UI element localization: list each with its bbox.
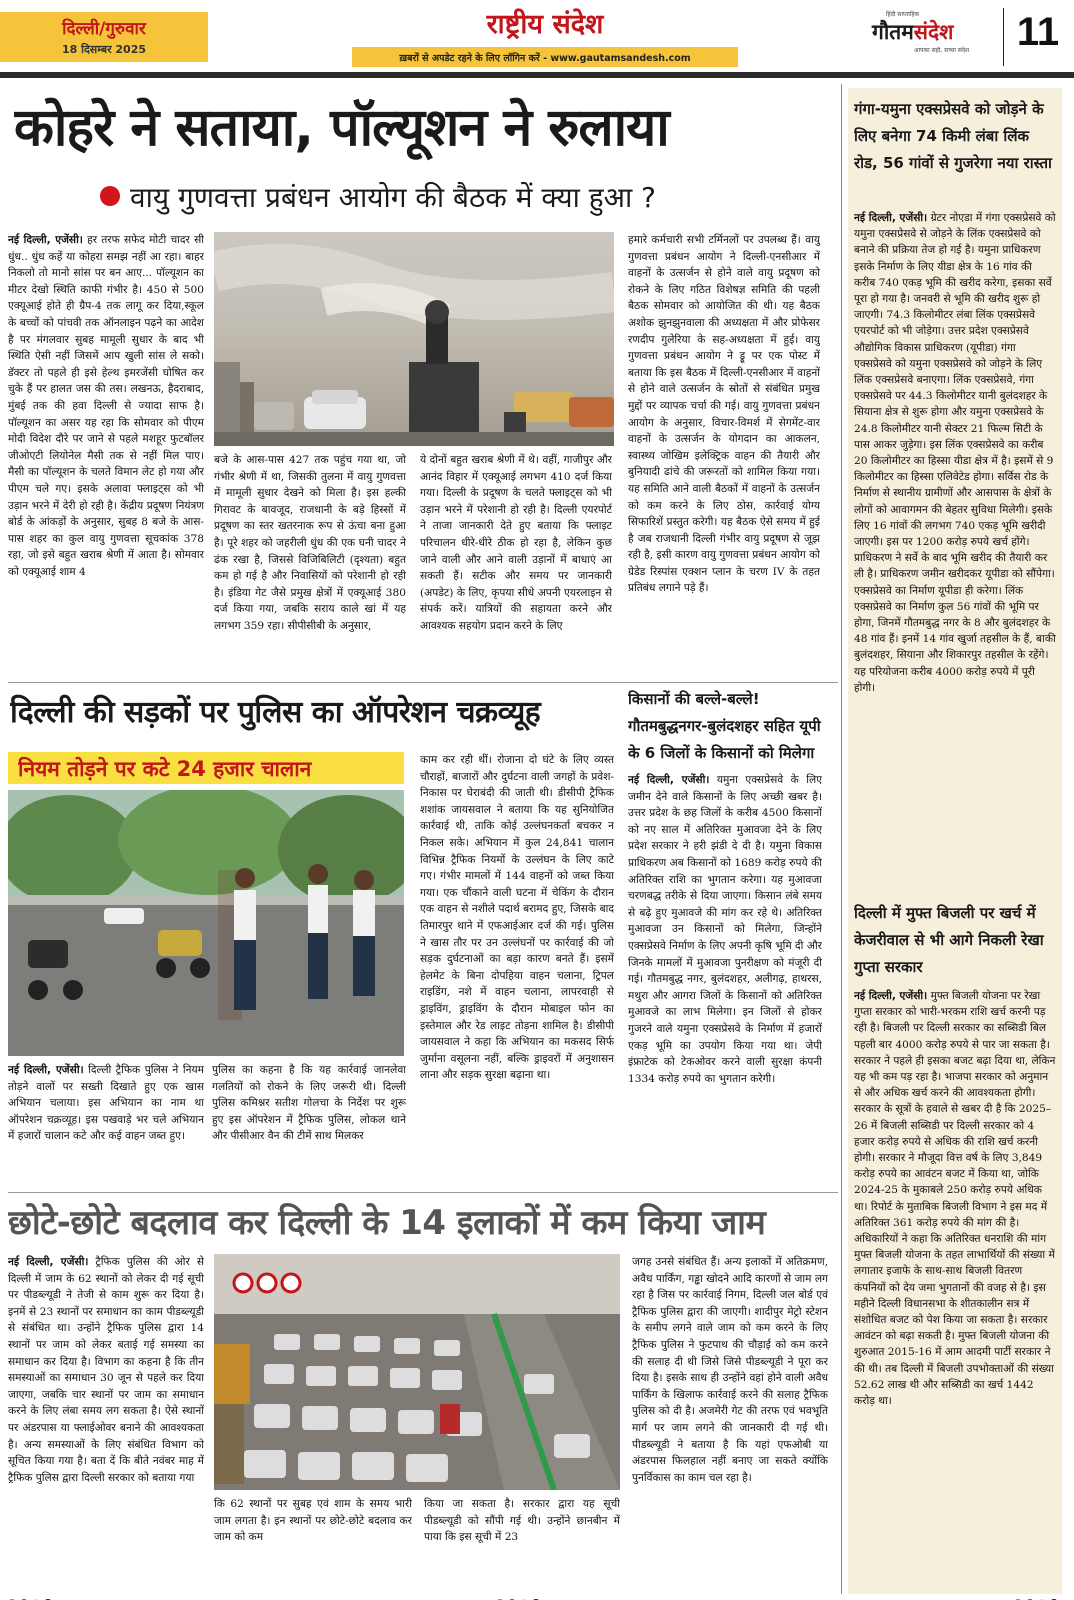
story1-col2-text: बजे के आस-पास 427 तक पहुंच गया था, जो गंभीर श्रेणी में था, जिसकी तुलना में वायु गुणवत्ता में मामूली सुधार देखने को मिला है। इस हल्की गिरावट के बावजूद, राजधानी के बड़े हिस्सों में प्रदूषण का स्तर खतरनाक रूप से ऊंचा बना हुआ है। पूरे शहर को जहरीली धुंध की एक घनी चादर ने ढंक रखा है, जिससे विजिबिलिटी (दृश्यता) बहुत कम हो गई है और निवासियों को परेशानी हो रही है। इंडिया गेट जैसे प्रमुख क्षेत्रों में एक्यूआई 380 दर्ज किया गया, जबकि सराय काले खां में यह लगभग 359 रहा। सीपीसीबी के अनुसार, — [214, 454, 406, 632]
story4-col3-text: किया जा सकता है। सरकार द्वारा यह सूची पीडब्ल्यूडी को सौंपी गई थी। उन्होंने छानबीन में पाया कि इस सूची में 23 — [424, 1498, 620, 1544]
column-rule — [841, 84, 842, 1594]
story2-col3 — [420, 752, 614, 1188]
fog-scene-illustration — [214, 232, 614, 446]
section-title: राष्ट्रीय संदेश — [486, 9, 604, 40]
story2-photo-traffic-police — [8, 790, 404, 1056]
story4-col2 — [214, 1496, 412, 1590]
section-rule — [8, 682, 838, 683]
story3-headline: किसानों की बल्ले-बल्ले! गौतमबुद्धनगर-बुलंदशहर सहित यूपी के 6 जिलों के किसानों को मिलेगा — [628, 690, 821, 762]
story4-col4-text: जगह उनसे संबंधित हैं। अन्य इलाकों में अतिक्रमण, अवैध पार्किंग, गड्ढा खोदने आदि कारणों से जाम लग रहा है जिस पर कार्रवाई निगम, दिल्ली जल बोर्ड एवं ट्रैफिक पुलिस द्वारा की जाएगी। शादीपुर मेट्रो स्टेशन के समीप लगने वाले जाम को कम करने के लिए ट्रैफिक पुलिस ने फुटपाथ की चौड़ाई को कम करने की सलाह दी थी जिसे जिसे पीडब्ल्यूडी ने पूरा कर दिया है। इसके साथ ही उन्होंने वहां होने वाली अवैध पार्किंग के खिलाफ कार्रवाई करने की सलाह ट्रैफिक पुलिस को दी है। अजमेरी गेट की तरफ एवं भवभूति मार्ग पर जाम लगने की जानकारी दी गई थी। पीडब्ल्यूडी ने बताया है कि यहां एफओबी या अंडरपास फिलहाल नहीं बनाए जा सकते क्योंकि पुनर्विकास का काम चल रहा है। — [632, 1256, 828, 1484]
story1-col3 — [420, 452, 612, 678]
story3-byline: नई दिल्ली, एजेंसी। — [628, 774, 710, 786]
sidebar1-body — [854, 210, 1056, 890]
traffic-jam-illustration — [214, 1254, 620, 1490]
sidebar2-body-text: मुफ्त बिजली योजना पर रेखा गुप्ता सरकार को भारी-भरकम राशि खर्च करनी पड़ रही है। बिजली पर दिल्ली सरकार का सब्सिडी बिल पहली बार 4000 करोड़ रुपये से पार जा सकता है। सरकार ने पहले ही इसका बजट बढ़ा दिया था, लेकिन यह भी कम पड़ रहा है। भाजपा सरकार को अनुमान से और अधिक खर्च करने की आवश्यकता होगी। सरकार के सूत्रों के हवाले से खबर दी है कि 2025–26 में बिजली सब्सिडी पर दिल्ली सरकार को 4 हजार करोड़ रुपये से अधिक की राशि खर्च करनी होगी। सरकार ने मौजूदा वित्त वर्ष के लिए 3,849 करोड़ रुपये का आवंटन बजट में किया था, जोकि 2024-25 के मुकाबले 250 करोड़ रुपये अधिक था। रिपोर्ट के मुताबिक बिजली विभाग ने इस मद में अतिरिक्त 361 करोड़ रुपये की मांग की है। अधिकारियों ने कहा कि अतिरिक्त धनराशि की मांग मुफ्त बिजली योजना के तहत लाभार्थियों की संख्या में लगातार इजाफे के साथ-साथ बिजली वितरण कंपनियों को देय जमा भुगतानों की वजह से है। इस महीने दिल्ली विधानसभा के शीतकालीन सत्र में संशोधित बजट को पेश किया जा सकता है। सरकार आवंटन को बढ़ा सकती है। मुफ्त बिजली योजना की शुरुआत 2015-16 में आम आदमी पार्टी सरकार ने की थी। तब दिल्ली में बिजली उपभोक्ताओं की संख्या 52.62 लाख थी और सब्सिडी का खर्च 1442 करोड़ था। — [854, 990, 1056, 1408]
story4-col1-text: ट्रैफिक पुलिस की ओर से दिल्ली में जाम के 62 स्थानों को लेकर दी गई सूची पर पीडब्ल्यूडी ने तेजी से काम शुरू कर दिया है। इनमें से 23 स्थानों पर समाधान का काम पीडब्ल्यूडी से संबंधित था। उन्होंने ट्रैफिक पुलिस द्वारा 14 स्थानों पर जाम को लेकर बताई गई समस्या का समाधान कर दिया है। विभाग का कहना है कि तीन समस्याओं का समाधान 30 जून से पहले कर दिया जाएगा, जबकि चार स्थानों पर जाम का समाधान करने के लिए लंबा समय लग सकता है। ऐसे स्थानों पर अंडरपास या फ्लाईओवर बनाने की आवश्यकता है। अन्य समस्याओं के लिए संबंधित विभाग को सूचित किया गया है। बता दें कि बीते नवंबर माह में ट्रैफिक पुलिस द्वारा दिल्ली सरकार को बताया गया — [8, 1256, 204, 1484]
date-text: 18 दिसम्बर 2025 — [61, 43, 147, 56]
story3-body-text: यमुना एक्सप्रेसवे के लिए जमीन देने वाले किसानों के लिए अच्छी खबर है। उत्तर प्रदेश के छह जिलों के करीब 4500 किसानों को नए साल में अतिरिक्त मुआवजा देने के लिए प्रदेश सरकार ने हरी झंडी दे दी है। यमुना विकास प्राधिकरण अब किसानों को 1689 करोड़ रुपये की अतिरिक्त राशि का भुगतान करेगा। यह मुआवजा चरणबद्ध तरीके से दिया जाएगा। किसान लंबे समय से बढ़े हुए मुआवजे की मांग कर रहे थे। अतिरिक्त मुआवजा उन किसानों को मिलेगा, जिन्होंने एक्सप्रेसवे निर्माण के लिए अपनी कृषि भूमि दी और जिनके मामलों में मुआवजा पुनरीक्षण को मंजूरी दी गई। गौतमबुद्ध नगर, बुलंदशहर, अलीगढ़, हाथरस, मथुरा और आगरा जिलों के किसानों को अतिरिक्त मुआवजे का लाभ मिलेगा। इन जिलों से होकर गुजरने वाले यमुना एक्सप्रेसवे के निर्माण में हजारों एकड़ भूमि का उपयोग किया गया था। जेपी इंफ्राटेक को टेकओवर करने वाली सुरक्षा कंपनी 1334 करोड़ रुपये का भुगतान करेगी। — [628, 774, 822, 1085]
story1-headline: कोहरे ने सताया, पॉल्यूशन ने रुलाया — [14, 98, 669, 158]
print-color-marks — [0, 1592, 1074, 1600]
logo-small-top: हिंदी साप्ताहिक — [886, 11, 920, 18]
story4-photo-traffic-jam — [214, 1254, 620, 1490]
story2-headline: दिल्ली की सड़कों पर पुलिस का ऑपरेशन चक्रव्यूह — [10, 695, 541, 730]
logo-part1: गौतम — [872, 20, 914, 44]
story1-col4-text: हमारे कर्मचारी सभी टर्मिनलों पर उपलब्ध हैं। वायु गुणवत्ता प्रबंधन आयोग ने दिल्ली-एनसीआर में वाहनों के उत्सर्जन से होने वाले वायु प्रदूषण को रोकने के लिए गठित विशेषज्ञ समिति की पहली बैठक सोमवार को आयोजित की थी। यह बैठक अशोक झुनझुनवाला की अध्यक्षता में और प्रोफेसर रणदीप गुलेरिया के सह-अध्यक्षता में हुई। वायु गुणवत्ता प्रबंधन आयोग ने ड्रू पर एक पोस्ट में बताया कि इस बैठक में दिल्ली-एनसीआर में वाहनों से होने वाले उत्सर्जन के स्रोतों से संबंधित प्रमुख मुद्दों पर व्यापक चर्चा की गई। वायु गुणवत्ता प्रबंधन आयोग के अनुसार, विचार-विमर्श में सेगमेंट-वार वाहनों के उत्सर्जन के योगदान का आकलन, स्वास्थ्य जोखिम इलेक्ट्रिक वाहन की तैयारी और बुनियादी ढांचे की जरूरतों को शामिल किया गया। यह समिति आने वाली बैठकों में वाहनों के उत्सर्जन को कम करने के लिए ठोस, कार्रवाई योग्य सिफारिशें प्रस्तुत करेगी। यह बैठक ऐसे समय में हुई है जब राजधानी दिल्ली गंभीर वायु प्रदूषण से जूझ रही है, इसी कारण वायु गुणवत्ता प्रबंधन आयोग को ग्रेडेड रिस्पांस एक्शन प्लान के चरण IV के तहत प्रतिबंध लगाने पड़े हैं। — [628, 234, 820, 595]
story1-col3-text: ये दोनों बहुत खराब श्रेणी में थे। वहीं, गाजीपुर और आनंद विहार में एक्यूआई लगभग 410 दर्ज किया गया। दिल्ली के प्रदूषण के चलते फ्लाइट्स को भी उड़ान भरने में परेशानी हो रही है। दिल्ली एयरपोर्ट ने ताजा जानकारी देते हुए बताया कि फ्लाइट परिचालन धीरे-धीरे ठीक हो रहा है, लेकिन कुछ जाने वाली और आने वाली उड़ानों में बाधाएं आ सकती हैं। सटीक और समय पर जानकारी (अपडेट) के लिए, कृपया सीधे अपनी एयरलाइन से संपर्क करें। यात्रियों की सहायता करने और आवश्यक सहयोग प्रदान करने के लिए — [420, 454, 612, 632]
sidebar1-headline: गंगा-यमुना एक्सप्रेसवे को जोड़ने के लिए बनेगा 74 किमी लंबा लिंक रोड, 56 गांवों से गुजरेगा नया रास्ता — [854, 100, 1052, 172]
story4-headline: छोटे-छोटे बदलाव कर दिल्ली के 14 इलाकों में कम किया जाम — [8, 1203, 766, 1243]
page-number: 11 — [1016, 10, 1060, 54]
traffic-police-scene-illustration — [8, 790, 404, 1056]
story2-col2 — [212, 1062, 406, 1188]
sidebar2-byline: नई दिल्ली, एजेंसी। — [854, 990, 928, 1002]
story4-col1 — [8, 1254, 204, 1590]
sidebar1-byline: नई दिल्ली, एजेंसी। — [854, 212, 928, 224]
red-bullet-icon — [100, 186, 120, 206]
sidebar1-body-text: ग्रेटर नोएडा में गंगा एक्सप्रेसवे को यमुना एक्सप्रेसवे से जोड़ने के लिंक एक्सप्रेसवे को बनाने की प्रक्रिया तेज हो गई है। यमुना प्राधिकरण इसके निर्माण के लिए यीडा क्षेत्र के 16 गांव की करीब 740 एकड़ भूमि की खरीद करेगा, इसका सर्वे पूरा हो गया है। जनवरी से भूमि की खरीद शुरू हो जाएगी। 74.3 किलोमीटर लंबा लिंक एक्सप्रेसवे एयरपोर्ट को भी जोड़ेगा। उत्तर प्रदेश एक्सप्रेसवे औद्योगिक विकास प्राधिकरण (यूपीडा) गंगा एक्सप्रेसवे को यमुना एक्सप्रेसवे को जोड़ने के लिए लिंक एक्सप्रेसवे बनाएगा। लिंक एक्सप्रेसवे, गंगा एक्सप्रेसवे पर 44.3 किलोमीटर यानी बुलंदशहर के सियाना क्षेत्र से शुरू होगा और यमुना एक्सप्रेसवे के 24.8 किलोमीटर यानी सेक्टर 21 फिल्म सिटी के पास आकर जुड़ेगा। इस लिंक एक्सप्रेसवे का करीब 20 किलोमीटर का हिस्सा यीडा क्षेत्र में है। इसमें से 9 किलोमीटर का हिस्सा एलिवेटेड होगा। सर्विस रोड के निर्माण से स्थानीय ग्रामीणों और आसपास के क्षेत्रों के लोगों को आवागमन की बेहतर सुविधा मिलेगी। इसके लिए 16 गांवों की लगभग 740 एकड़ भूमि खरीदी जाएगी। इस पर 1200 करोड़ रुपये खर्च होंगे। प्राधिकरण ने सर्वे के बाद भूमि खरीद की तैयारी कर ली है। प्राधिकरण जमीन खरीदकर यूपीडा को सौंपेगा। एक्सप्रेसवे का निर्माण यूपीडा ही करेगा। लिंक एक्सप्रेसवे का निर्माण कुल 56 गांवों की भूमि पर होगा, जिनमें गौतमबुद्ध नगर के 8 और बुलंदशहर के 48 गांव हैं। इनमें 14 गांव खुर्जा तहसील के हैं, बाकी बुलंदशहर, सियाना और शिकारपुर तहसील के रहेंगे। यह परियोजना करीब 4000 करोड़ रुपये में पूरी होगी। — [854, 212, 1056, 694]
story1-byline: नई दिल्ली, एजेंसी। — [8, 234, 83, 246]
story1-col4 — [628, 232, 820, 678]
story2-col1-text: दिल्ली ट्रैफिक पुलिस ने नियम तोड़ने वालों पर सख्ती दिखाते हुए एक खास अभियान चलाया। इस अभियान का नाम था ऑपरेशन चक्रव्यूह। इस पखवाड़े भर चले अभियान में हजारों चालान कटे और कई वाहन जब्त हुए। — [8, 1064, 204, 1143]
masthead — [0, 0, 1074, 72]
story4-col4 — [632, 1254, 828, 1590]
story1-col1 — [8, 232, 204, 678]
story2-subheadline: नियम तोड़ने पर कटे 24 हजार चालान — [18, 757, 312, 781]
story3-body — [628, 772, 822, 1188]
story2-byline: नई दिल्ली, एजेंसी। — [8, 1064, 84, 1076]
story2-col3-text: काम कर रही थीं। रोजाना दो घंटे के लिए व्यस्त चौराहों, बाजारों और दुर्घटना वाली जगहों के प्रवेश-निकास पर घेराबंदी की जाती थी। डीसीपी ट्रैफिक शशांक जायसवाल ने बताया कि यह सुनियोजित कार्रवाई थी, ताकि कोई उल्लंघनकर्ता बचकर न निकल सके। अभियान में कुल 24,841 चालान विभिन्न ट्रैफिक नियमों के उल्लंघन के लिए काटे गए। गंभीर मामलों में 144 वाहनों को जब्त किया गया। एक चौंकाने वाली घटना में चेकिंग के दौरान एक वाहन से नशीले पदार्थ बरामद हुए, जिसके बाद तिमारपुर थाने में एफआईआर दर्ज की गई। पुलिस ने खास तौर पर उन उल्लंघनों पर कार्रवाई की जो सड़क दुर्घटनाओं का बड़ा कारण बनते हैं। इसमें हेलमेट के बिना दोपहिया वाहन चलाना, ट्रिपल राइडिंग, नशे में वाहन चलाना, लापरवाही से ड्राइविंग, ड्राइविंग के दौरान मोबाइल फोन का इस्तेमाल और रेड लाइट तोड़ना शामिल है। डीसीपी जायसवाल ने कहा कि अभियान का मकसद सिर्फ जुर्माना वसूलना नहीं, बल्कि ड्राइवरों में अनुशासन लाना और सड़क सुरक्षा बढ़ाना था। — [420, 754, 614, 1082]
story2-col1 — [8, 1062, 204, 1188]
tagline: ख़बरों से अपडेट रहने के लिए लॉगिन करें - www.gautamsandesh.com — [399, 53, 691, 64]
story1-photo-fog-sprayer — [214, 232, 614, 446]
story1-col1-text: हर तरफ सफेद मोटी चादर सी धुंध.. धुंध कहें या कोहरा समझ नहीं आ रहा। बाहर निकलो तो मानो सांस पर बन आए... पॉल्यूशन का मीटर देखो स्थिति काफी गंभीर है। 450 से 500 एक्यूआई होते ही ग्रैप-4 तक लागू कर दिया,स्कूल के बच्चों को पांचवी तक ऑनलाइन पढ़ने का आदेश है पर मंगलवार सुबह मामूली सुधार के बाद भी स्थिति ऐसी नहीं जिसमें आप खुली सांस ले सको। डॅक्टर तो पहले ही इसे हेल्थ इमरजेंसी घोषित कर चुके हैं पर हालत जस की तस। लखनऊ, हैदराबाद, मुंबई तक की हवा दिल्ली से ज्यादा साफ है। पॉल्यूशन का असर यह रहा कि सोमवार को पीएम मोदी विदेश दौरे पर जाने से पहले मशहूर फुटबॉलर जीओएटी लियोनेल मैसी तक से नहीं मिल पाए। मैसी का पॉल्यूशन के चलते विमान लेट हो गया और पीएम चले गए। इसके अलावा फ्लाइट्स को भी उड़ान भरने में देरी हो रही है। केंद्रीय प्रदूषण नियंत्रण बोर्ड के आंकड़ों के अनुसार, सुबह 8 बजे के आस-पास शहर का कुल वायु गुणवत्ता सूचकांक 378 रहा, जो इसे बहुत खराब श्रेणी में आता है। सोमवार को एक्यूआई शाम 4 — [8, 234, 204, 578]
sidebar2-headline: दिल्ली में मुफ्त बिजली पर खर्च में केजरीवाल से भी आगे निकली रेखा गुप्ता सरकार — [854, 904, 1044, 976]
masthead-rule — [0, 72, 1074, 78]
story2-col2-text: पुलिस का कहना है कि यह कार्रवाई जानलेवा गलतियों को रोकने के लिए जरूरी थी। दिल्ली पुलिस कमिश्नर सतीश गोलचा के निर्देश पर शुरू हुए इस ऑपरेशन में ट्रैफिक पुलिस, लोकल थाने और पीसीआर वैन की टीमें साथ मिलकर — [212, 1064, 406, 1143]
sidebar2-body — [854, 988, 1056, 1588]
section-rule — [8, 1192, 838, 1193]
logo-part2: संदेश — [913, 20, 954, 44]
story4-col2-text: कि 62 स्थानों पर सुबह एवं शाम के समय भारी जाम लगता है। इन स्थानों पर छोटे-छोटे बदलाव कर जाम को कम — [214, 1498, 412, 1544]
date-city: दिल्ली/गुरुवार — [62, 19, 146, 39]
story1-subheadline: वायु गुणवत्ता प्रबंधन आयोग की बैठक में क्या हुआ ? — [130, 181, 656, 214]
logo-small-bottom: आपका सही, सच्चा संदेश — [914, 47, 970, 54]
story1-col2 — [214, 452, 406, 678]
story4-byline: नई दिल्ली, एजेंसी। — [8, 1256, 89, 1268]
masthead-divider — [1003, 8, 1004, 66]
logo — [872, 18, 953, 46]
story4-col3 — [424, 1496, 620, 1590]
